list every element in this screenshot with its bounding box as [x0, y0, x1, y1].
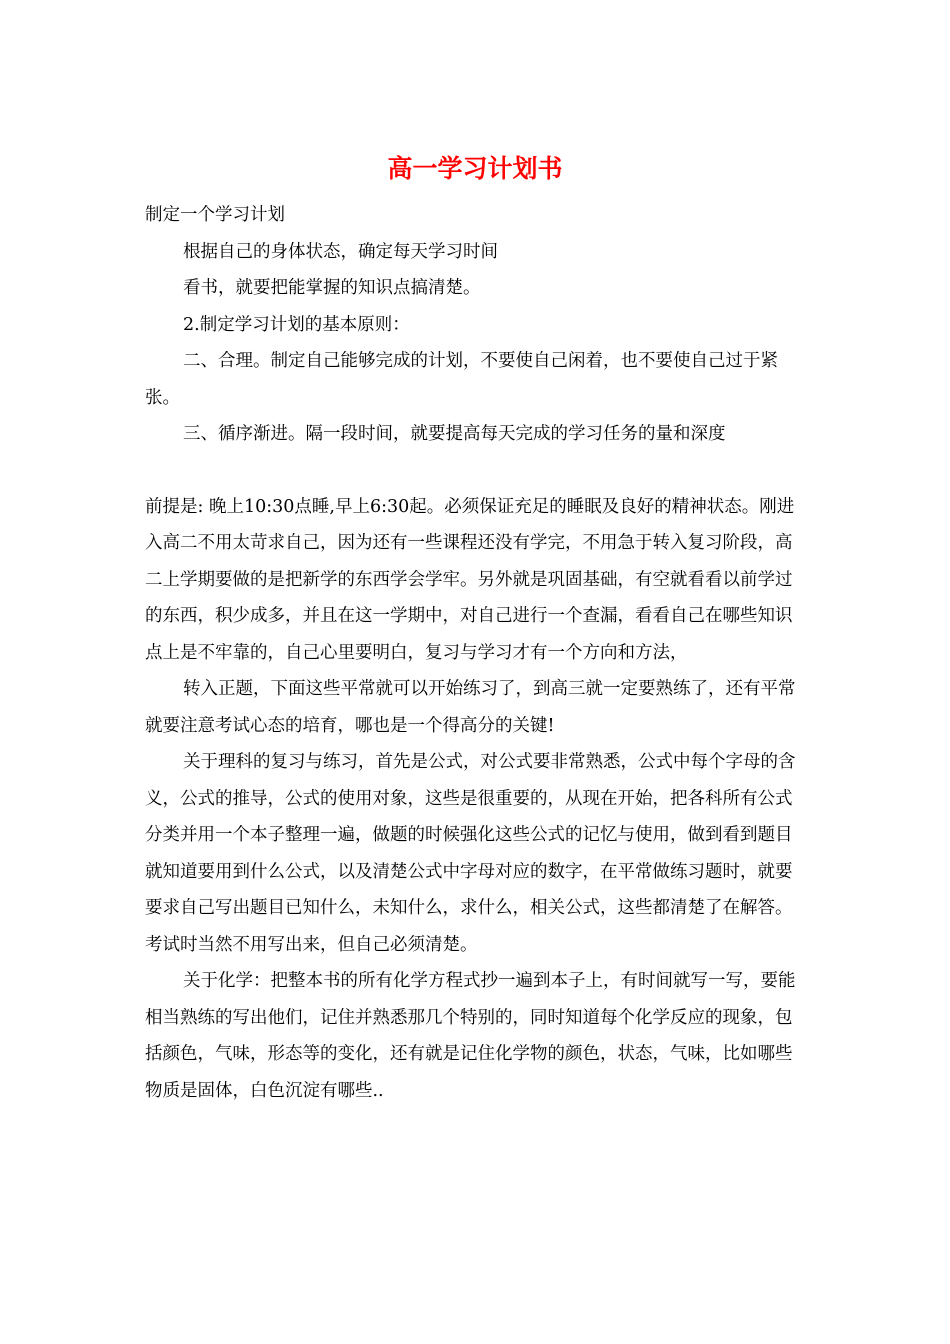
paragraph-premise: 前提是: 晚上10:30点睡,早上6:30起。必须保证充足的睡眠及良好的精神状态。刚进入高二不用太苛求自己，因为还有一些课程还没有学完，不用急于转入复习阶段，高二上学期要做的是把新学的东西学会学牢。另外就是巩固基础，有空就看看以前学过的东西，积少成多，并且在这一学期中，对自己进行一个查漏，看看自己在哪些知识点上是不牢靠的，自己心里要明白，复习与学习才有一个方向和方法，	[145, 496, 795, 663]
paragraph-main-topic: 转入正题，下面这些平常就可以开始练习了，到高三就一定要熟练了，还有平常就要注意考试心态的培育，哪也是一个得高分的关键!	[145, 679, 796, 736]
section-heading: 制定一个学习计划	[145, 205, 285, 225]
paragraph-principle-reasonable: 二、合理。制定自己能够完成的计划，不要使自己闲着，也不要使自己过于紧张。	[145, 351, 778, 408]
paragraph-reading: 看书，就要把能掌握的知识点搞清楚。	[183, 278, 481, 298]
paragraph-science-review: 关于理科的复习与练习，首先是公式，对公式要非常熟悉，公式中每个字母的含义，公式的推导，公式的使用对象，这些是很重要的，从现在开始，把各科所有公式分类并用一个本子整理一遍，做题的时候强化这些公式的记忆与使用，做到看到题目就知道要用到什么公式，以及清楚公式中字母对应的数字，在平常做练习题时，就要要求自己写出题目已知什么，未知什么，求什么，相关公式，这些都清楚了在解答。考试时当然不用写出来，但自己必须清楚。	[145, 752, 796, 955]
paragraph-principles-heading: 2.制定学习计划的基本原则：	[183, 314, 410, 335]
paragraph-chemistry: 关于化学：把整本书的所有化学方程式抄一遍到本子上，有时间就写一写，要能相当熟练的写出他们，记住并熟悉那几个特别的，同时知道每个化学反应的现象，包括颜色，气味，形态等的变化，还有就是记住化学物的颜色，状态，气味，比如哪些物质是固体，白色沉淀有哪些..	[145, 971, 796, 1101]
page-title: 高一学习计划书	[387, 154, 563, 183]
paragraph-spacer	[145, 453, 805, 489]
paragraph-study-time: 根据自己的身体状态，确定每天学习时间	[183, 241, 498, 262]
document-body	[145, 197, 805, 1109]
paragraph-principle-gradual: 三、循序渐进。隔一段时间，就要提高每天完成的学习任务的量和深度	[183, 424, 726, 444]
